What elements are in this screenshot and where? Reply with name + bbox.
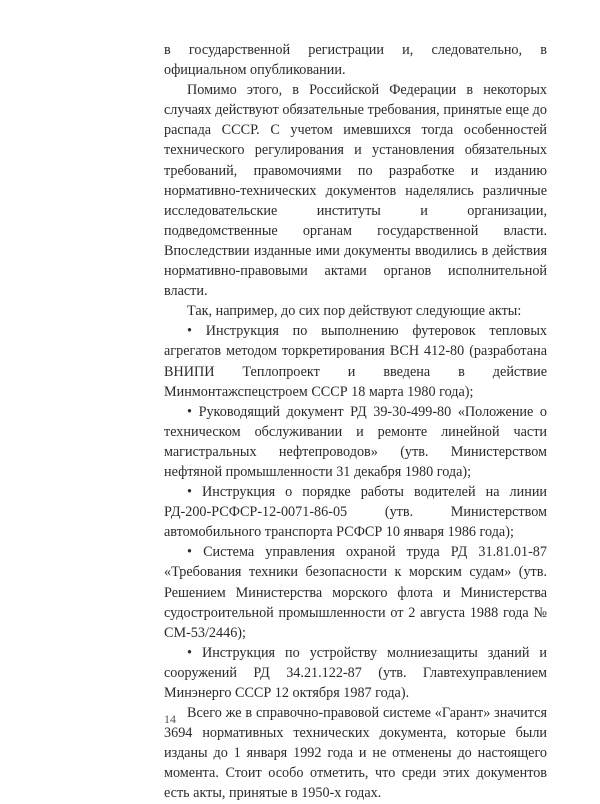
page-number: 14 [164,712,176,726]
body-text [164,40,547,804]
list-item-rd-200-rsfsr: • Инструкция о порядке работы водителей на линии РД-200-РСФСР-12-0071-86-05 (утв. Министерством автомобильного транспорта РСФСР 10 января 1986 года); [164,484,547,541]
list-item-rd-39-30-499-80: • Руководящий документ РД 39-30-499-80 «Положение о техническом обслуживании и ремонте линейной части магистральных нефтепроводов» (утв. Министерством нефтяной промышленности 31 декабря 1980 года); [164,403,547,480]
list-item-rd-34-21-122-87: • Инструкция по устройству молниезащиты зданий и сооружений РД 34.21.122-87 (утв. Главтехуправлением Минэнерго СССР 12 октября 1987 года). [164,644,547,701]
paragraph-list-intro: Так, например, до сих пор действуют следующие акты: [187,303,522,320]
paragraph-ussr-requirements: Помимо этого, в Российской Федерации в некоторых случаях действуют обязательные требования, принятые еще до распада СССР. С учетом имевшихся тогда особенностей технического регулирования и установления обязательных требований, правомочиями по разработке и изданию нормативно-технических документов наделялись различные исследовательские институты и организации, подведомственные органам государственной власти. Впоследствии изданные ими документы вводились в действия нормативно-правовыми актами органов исполнительной власти. [164,82,547,300]
list-item-vsn-412-80: • Инструкция по выполнению футеровок тепловых агрегатов методом торкретирования ВСН 412-80 (разработана ВНИПИ Теплопроект и введена в действие Минмонтажспецстроем СССР 18 марта 1980 года); [164,323,547,400]
paragraph-garant-summary: Всего же в справочно-правовой системе «Гарант» значится 3694 нормативных технических документа, которые были изданы до 1 января 1992 года и не отменены до настоящего момента. Стоит особо отметить, что среди этих документов есть акты, принятые в 1950-х годах. [164,705,547,802]
list-item-rd-31-81-01-87: • Система управления охраной труда РД 31.81.01-87 «Требования техники безопасности к морским судам» (утв. Решением Министерства морского флота и Министерства судостроительной промышленности от 2 августа 1988 года № СМ-53/2446); [164,544,547,641]
paragraph-continuation: в государственной регистрации и, следовательно, в официальном опубликовании. [164,42,547,79]
